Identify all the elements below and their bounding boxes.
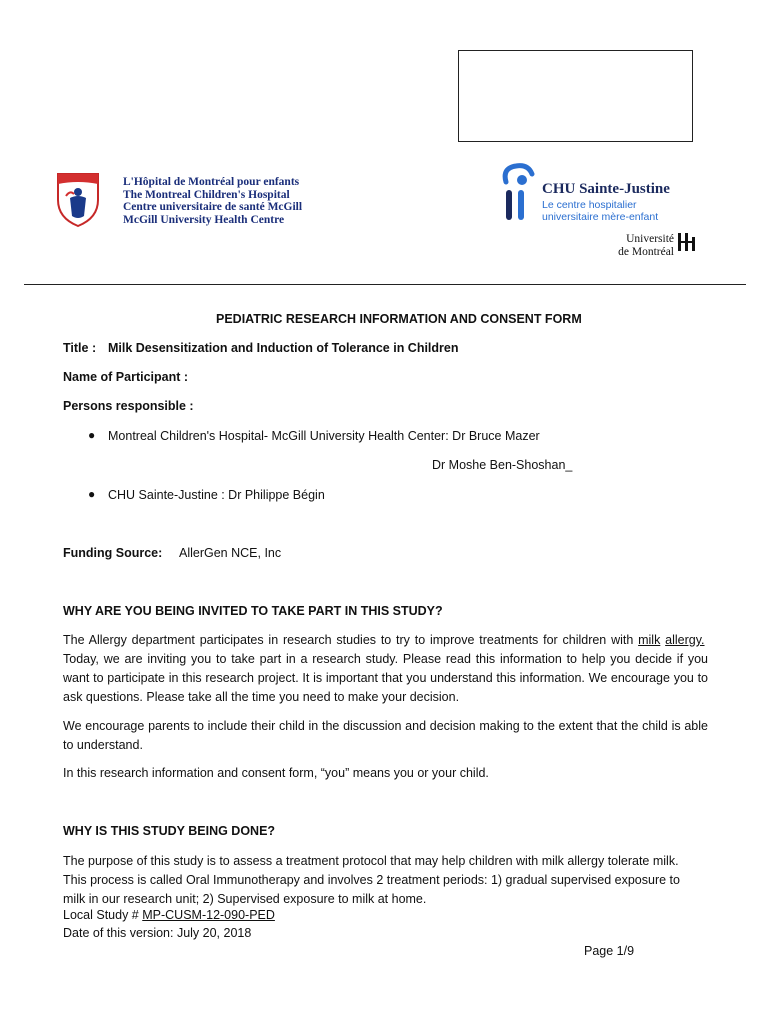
udem-text	[616, 233, 674, 258]
mch-line-4: McGill University Health Centre	[123, 213, 285, 226]
chu-title: CHU Sainte-Justine	[542, 181, 670, 197]
version-date: Date of this version: July 20, 2018	[63, 926, 252, 940]
participant-label: Name of Participant :	[63, 370, 189, 384]
header-divider	[24, 284, 746, 285]
udem-line-2: de Montréal	[618, 245, 674, 258]
responsible-1: Montreal Children's Hospital- McGill University Health Center: Dr Bruce Mazer	[108, 429, 540, 443]
section1-paragraph-3: In this research information and consent form, “you” means you or your child.	[63, 766, 489, 780]
mch-line-3: Centre universitaire de santé McGill	[123, 201, 303, 213]
persons-label: Persons responsible :	[63, 399, 194, 413]
mch-line-1: L'Hôpital de Montréal pour enfants	[123, 176, 300, 188]
bullet-icon: ●	[88, 487, 96, 501]
udem-crest-icon	[676, 231, 698, 253]
responsible-2: CHU Sainte-Justine : Dr Philippe Bégin	[108, 488, 325, 502]
stamp-box	[458, 50, 693, 142]
mch-shield-icon	[56, 172, 100, 228]
udem-line-1: Université	[626, 233, 674, 245]
title-value: Milk Desensitization and Induction of Tolerance in Children	[108, 341, 459, 355]
funding-value: AllerGen NCE, Inc	[179, 546, 282, 560]
local-study	[63, 907, 275, 924]
chu-subtitle	[542, 200, 658, 223]
study-label: Local Study #	[63, 908, 139, 922]
title-label: Title :	[63, 341, 97, 355]
chu-sub-2: universitaire mère-enfant	[542, 210, 659, 223]
allergy-link[interactable]: allergy.	[665, 633, 705, 647]
page-number: Page 1/9	[584, 944, 635, 958]
section1-p1-start: The Allergy department participates in research studies to try to improve treatments for children with	[63, 633, 639, 647]
chu-sub-1: Le centre hospitalier	[542, 199, 637, 211]
responsible-1-cont: Dr Moshe Ben-Shoshan_	[432, 458, 573, 472]
bullet-icon: ●	[88, 428, 96, 442]
milk-link[interactable]: milk	[638, 633, 661, 647]
section1-p1-rest: Today, we are inviting you to take part in a research study. Please read this information to help you decide if you want to participate in this research project. It is important that you understand this information. We encourage you to ask questions. Please take all the time you need to make your decision.	[63, 652, 708, 704]
mch-logo-text	[123, 176, 302, 226]
section1-paragraph-2: We encourage parents to include their child in the discussion and decision making to the extent that the child is able to understand.	[63, 719, 708, 752]
mch-line-2: The Montreal Children's Hospital	[123, 188, 290, 201]
udem-logo	[616, 233, 698, 263]
section2-heading: WHY IS THIS STUDY BEING DONE?	[63, 824, 276, 838]
form-heading: PEDIATRIC RESEARCH INFORMATION AND CONSENT FORM	[216, 312, 582, 326]
section1-heading: WHY ARE YOU BEING INVITED TO TAKE PART IN THIS STUDY?	[63, 604, 443, 618]
chu-logo-icon	[498, 160, 540, 224]
study-number: MP-CUSM-12-090-PED	[142, 908, 275, 922]
funding-label: Funding Source:	[63, 546, 163, 560]
section1-paragraph-1	[63, 631, 708, 707]
section2-paragraph-1: The purpose of this study is to assess a treatment protocol that may help children with milk allergy tolerate milk. This process is called Oral Immunotherapy and involves 2 treatment periods: 1) gradual supervised exposure to milk in our research unit; 2) Supervised exposure to milk at home.	[63, 854, 680, 906]
